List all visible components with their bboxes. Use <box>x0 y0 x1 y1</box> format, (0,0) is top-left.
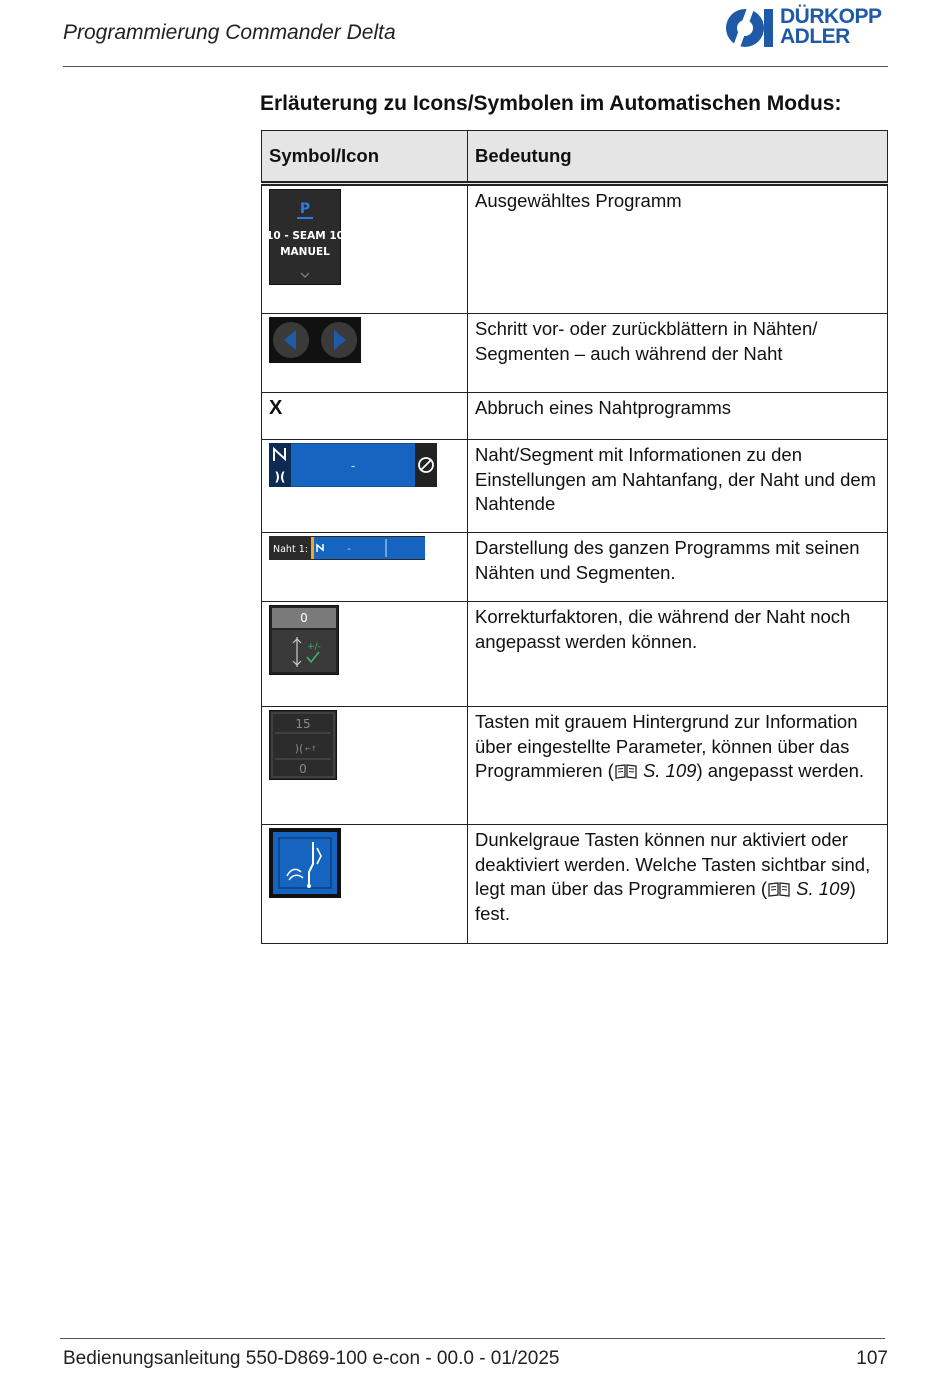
column-header-meaning: Bedeutung <box>468 131 888 184</box>
program-button-line1: 10 - SEAM 10 <box>269 230 341 242</box>
column-header-symbol: Symbol/Icon <box>262 131 468 184</box>
table-row <box>262 533 888 602</box>
symbol-cell <box>262 440 468 533</box>
grey-button-top: 15 <box>295 717 311 731</box>
svg-text:)(: )( <box>294 742 304 755</box>
meaning-cell: Darstellung des ganzen Programms mit seinen Nähten und Segmenten. <box>468 533 888 602</box>
logo-line-1: DÜRKOPP <box>780 5 882 28</box>
table-row <box>262 825 888 944</box>
program-button-icon <box>269 189 341 285</box>
program-button-line2: MANUEL <box>280 246 330 258</box>
table-row <box>262 184 888 314</box>
section-heading: Erläuterung zu Icons/Symbolen im Automatischen Modus: <box>260 92 842 115</box>
table-row <box>262 393 888 440</box>
meaning-cell <box>468 825 888 944</box>
footer-document-id: Bedienungsanleitung 550-D869-100 e-con - 00.0 - 01/2025 <box>63 1348 560 1369</box>
arrow-left-right-icon <box>269 317 361 363</box>
meaning-cell <box>468 707 888 825</box>
symbol-cell <box>262 825 468 944</box>
overview-dash: - <box>347 544 351 555</box>
program-overview-bar-icon <box>269 536 425 560</box>
table-row <box>262 440 888 533</box>
meaning-cell: Schritt vor- oder zurückblättern in Nähten/ Segmenten – auch während der Naht <box>468 314 888 393</box>
svg-text:P: P <box>299 201 311 217</box>
symbol-cell <box>262 602 468 707</box>
icon-explanation-table <box>261 130 888 944</box>
symbol-cell <box>262 707 468 825</box>
meaning-cell: Abbruch eines Nahtprogramms <box>468 393 888 440</box>
running-header-title: Programmierung Commander Delta <box>63 21 396 44</box>
meaning-cell: Ausgewähltes Programm <box>468 184 888 314</box>
logo-mark-icon <box>724 7 776 49</box>
correction-factor-button-icon <box>269 605 339 675</box>
meaning-text-after: ) angepasst werden. <box>696 760 865 781</box>
overview-label: Naht 1: <box>273 544 308 555</box>
symbol-cell <box>262 314 468 393</box>
segment-dash: - <box>350 459 356 473</box>
table-row <box>262 314 888 393</box>
grey-parameter-button-icon <box>269 710 337 780</box>
header-divider <box>63 66 888 67</box>
page-reference-link[interactable]: S. 109 <box>796 878 850 899</box>
table-row <box>262 602 888 707</box>
book-reference-icon <box>767 881 791 897</box>
meaning-cell: Korrekturfaktoren, die während der Naht noch angepasst werden können. <box>468 602 888 707</box>
logo-wordmark <box>780 7 882 47</box>
book-reference-icon <box>614 763 638 779</box>
meaning-cell: Naht/Segment mit Informationen zu den Einstellungen am Nahtanfang, der Naht und dem Nahtende <box>468 440 888 533</box>
symbol-cell <box>262 184 468 314</box>
svg-text:+/-: +/- <box>307 642 321 652</box>
page-number: 107 <box>856 1348 888 1369</box>
meaning-text-before: Tasten mit grauem Hintergrund zur Information über eingestellte Parameter, können über das Programmieren ( <box>475 711 858 781</box>
footer-divider <box>60 1338 885 1339</box>
page-reference-link[interactable]: S. 109 <box>642 760 697 781</box>
svg-text:)(: )( <box>274 470 286 484</box>
seam-segment-bar-icon <box>269 443 437 487</box>
meaning-text-after: ) fest. <box>475 878 856 924</box>
logo-line-2: ADLER <box>780 25 850 48</box>
grey-button-bottom: 0 <box>299 762 307 776</box>
table-row <box>262 707 888 825</box>
x-symbol: X <box>269 397 283 419</box>
dark-grey-toggle-button-icon <box>269 828 341 898</box>
symbol-cell <box>262 393 468 440</box>
meaning-text-before: Dunkelgraue Tasten können nur aktiviert oder deaktiviert werden. Welche Tasten sichtbar sind, legt man über das Programmieren ( <box>475 829 871 899</box>
symbol-cell <box>262 533 468 602</box>
correction-value: 0 <box>300 611 308 625</box>
table-header-row <box>262 131 888 184</box>
duerkopp-adler-logo <box>724 7 890 49</box>
svg-text:←↑: ←↑ <box>305 745 317 753</box>
